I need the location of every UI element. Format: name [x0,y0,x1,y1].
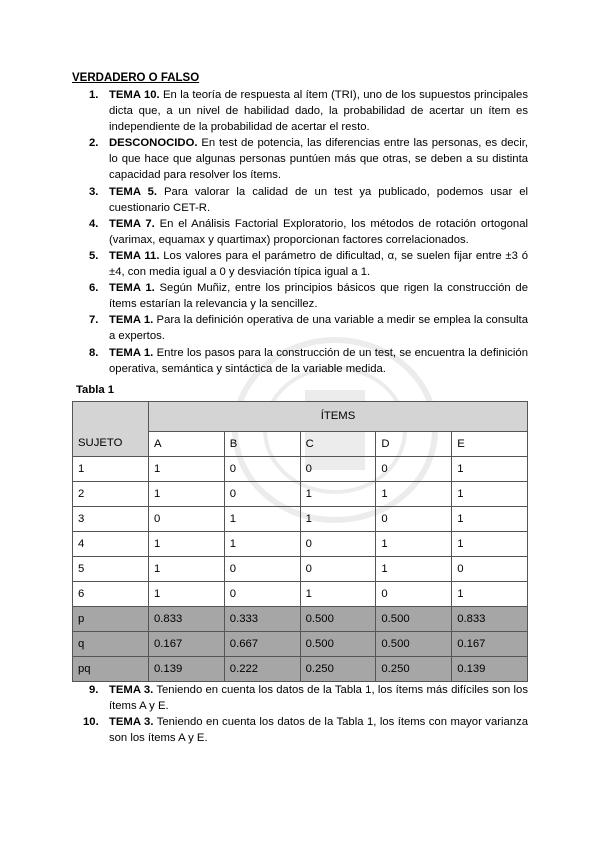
table-cell: 1 [376,531,452,556]
question-item [72,714,528,746]
question-list [72,87,528,377]
question-text: Para la definición operativa de una variable a medir se emplea la consulta a expertos. [109,314,528,343]
row-label: 3 [73,506,149,531]
table-row [73,581,528,606]
table-cell: 0.222 [224,656,300,681]
column-header: A [149,431,225,456]
table-cell: 0.139 [452,656,528,681]
question-number: 6. [89,282,99,295]
section-heading: VERDADERO O FALSO [72,72,200,84]
row-label: 6 [73,581,149,606]
table-cell: 0 [376,456,452,481]
question-number: 8. [89,346,99,359]
table-cell: 0 [452,556,528,581]
table-cell: 0.500 [376,606,452,631]
question-topic: TEMA 5. [109,185,158,198]
question-number: 9. [89,683,99,696]
row-label: 2 [73,481,149,506]
table-cell: 1 [224,531,300,556]
table-cell: 0.500 [300,606,376,631]
table-cell: 0 [300,556,376,581]
table-row [73,531,528,556]
table-cell: 0 [224,481,300,506]
table-cell: 0 [300,456,376,481]
table-cell: 1 [300,481,376,506]
question-topic: DESCONOCIDO. [109,137,198,150]
question-item [72,280,528,312]
table-cell: 0.250 [376,656,452,681]
row-label: pq [73,656,149,681]
question-number: 10. [83,715,99,728]
question-text: Según Muñiz, entre los principios básicos que rigen la construcción de ítems estarían la relevancia y la sencillez. [109,282,528,311]
table-cell: 0 [300,531,376,556]
question-item [72,87,528,135]
question-list-2 [72,682,528,746]
table-cell: 1 [149,581,225,606]
question-text: En la teoría de respuesta al ítem (TRI), uno de los supuestos principales dicta que, a un nivel de habilidad dado, la probabilidad de acertar un ítem es independiente de la probabilidad de acertar el resto. [109,89,528,134]
question-number: 5. [89,249,99,262]
table-cell: 1 [452,456,528,481]
column-header: C [300,431,376,456]
question-topic: TEMA 1. [109,314,154,327]
row-label: 5 [73,556,149,581]
table-cell: 0 [376,581,452,606]
table-row [73,481,528,506]
table-row [73,556,528,581]
question-text: Entre los pasos para la construcción de un test, se encuentra la definición operativa, semántica y sintáctica de la variable medida. [109,346,528,375]
table-cell: 0.833 [149,606,225,631]
table-caption: Tabla 1 [76,383,115,396]
question-item [72,184,528,216]
question-text: En test de potencia, las diferencias entre las personas, es decir, lo que hace que algunas personas puntúen más que otras, se deben a su distinta capacidad para resolver los ítems. [109,137,528,182]
column-header: E [452,431,528,456]
question-number: 1. [89,89,99,101]
table-cell: 0.500 [300,631,376,656]
table-cell: 0.667 [224,631,300,656]
question-text: Teniendo en cuenta los datos de la Tabla 1, los ítems con mayor varianza son los ítems A y E. [109,715,528,744]
question-item [72,345,528,377]
question-topic: TEMA 3. [109,715,154,728]
question-number: 2. [89,137,99,150]
table-cell: 0.833 [452,606,528,631]
question-item [72,135,528,183]
question-topic: TEMA 1. [109,346,154,359]
table-cell: 0.167 [452,631,528,656]
table-cell: 0 [376,506,452,531]
table-cell: 1 [224,506,300,531]
question-topic: TEMA 11. [109,249,160,262]
question-topic: TEMA 7. [109,217,155,230]
table-cell: 0.250 [300,656,376,681]
stats-row-p [73,606,528,631]
column-header: D [376,431,452,456]
question-text: Para valorar la calidad de un test ya publicado, podemos usar el cuestionario CET-R. [109,185,528,214]
question-number: 7. [89,314,99,327]
table-cell: 1 [300,506,376,531]
question-item [72,216,528,248]
column-header: B [224,431,300,456]
question-text: Teniendo en cuenta los datos de la Tabla 1, los ítems más difíciles son los ítems A y E. [109,683,528,712]
table-cell: 0 [224,556,300,581]
question-topic: TEMA 1. [109,282,155,295]
question-item [72,312,528,344]
table-cell: 1 [452,531,528,556]
table-cell: 1 [300,581,376,606]
table-cell: 0 [224,581,300,606]
table-cell: 1 [452,481,528,506]
question-text: Los valores para el parámetro de dificultad, α, se suelen fijar entre ±3 ó ±4, con media igual a 0 y desviación típica igual a 1. [109,249,528,279]
question-number: 4. [89,217,99,230]
row-label: q [73,631,149,656]
question-item [72,248,528,280]
table-cell: 1 [376,481,452,506]
row-label: 1 [73,456,149,481]
table-cell: 1 [149,531,225,556]
table-cell: 0 [224,456,300,481]
question-topic: TEMA 3. [109,683,154,696]
row-label: 4 [73,531,149,556]
question-text: En el Análisis Factorial Exploratorio, los métodos de rotación ortogonal (varimax, equamax y quartimax) proporcionan factores correlacionados. [109,217,528,246]
table-row [73,506,528,531]
table-cell: 0.167 [149,631,225,656]
row-label: p [73,606,149,631]
table-cell: 1 [452,581,528,606]
stats-row-q [73,631,528,656]
table-cell: 1 [452,506,528,531]
table-cell: 1 [376,556,452,581]
data-table [72,401,528,682]
document-content [72,71,528,746]
stats-row-pq [73,656,528,681]
table-row [73,456,528,481]
table-cell: 0.139 [149,656,225,681]
items-header: ÍTEMS [149,401,528,431]
subject-header: SUJETO [73,401,149,456]
table-cell: 0.500 [376,631,452,656]
table-cell: 1 [149,481,225,506]
table-cell: 0 [149,506,225,531]
table-header-row [73,401,528,431]
table-cell: 0.333 [224,606,300,631]
table-cell: 1 [149,456,225,481]
question-topic: TEMA 10. [109,89,160,101]
question-item [72,682,528,714]
question-number: 3. [89,185,99,198]
table-cell: 1 [149,556,225,581]
